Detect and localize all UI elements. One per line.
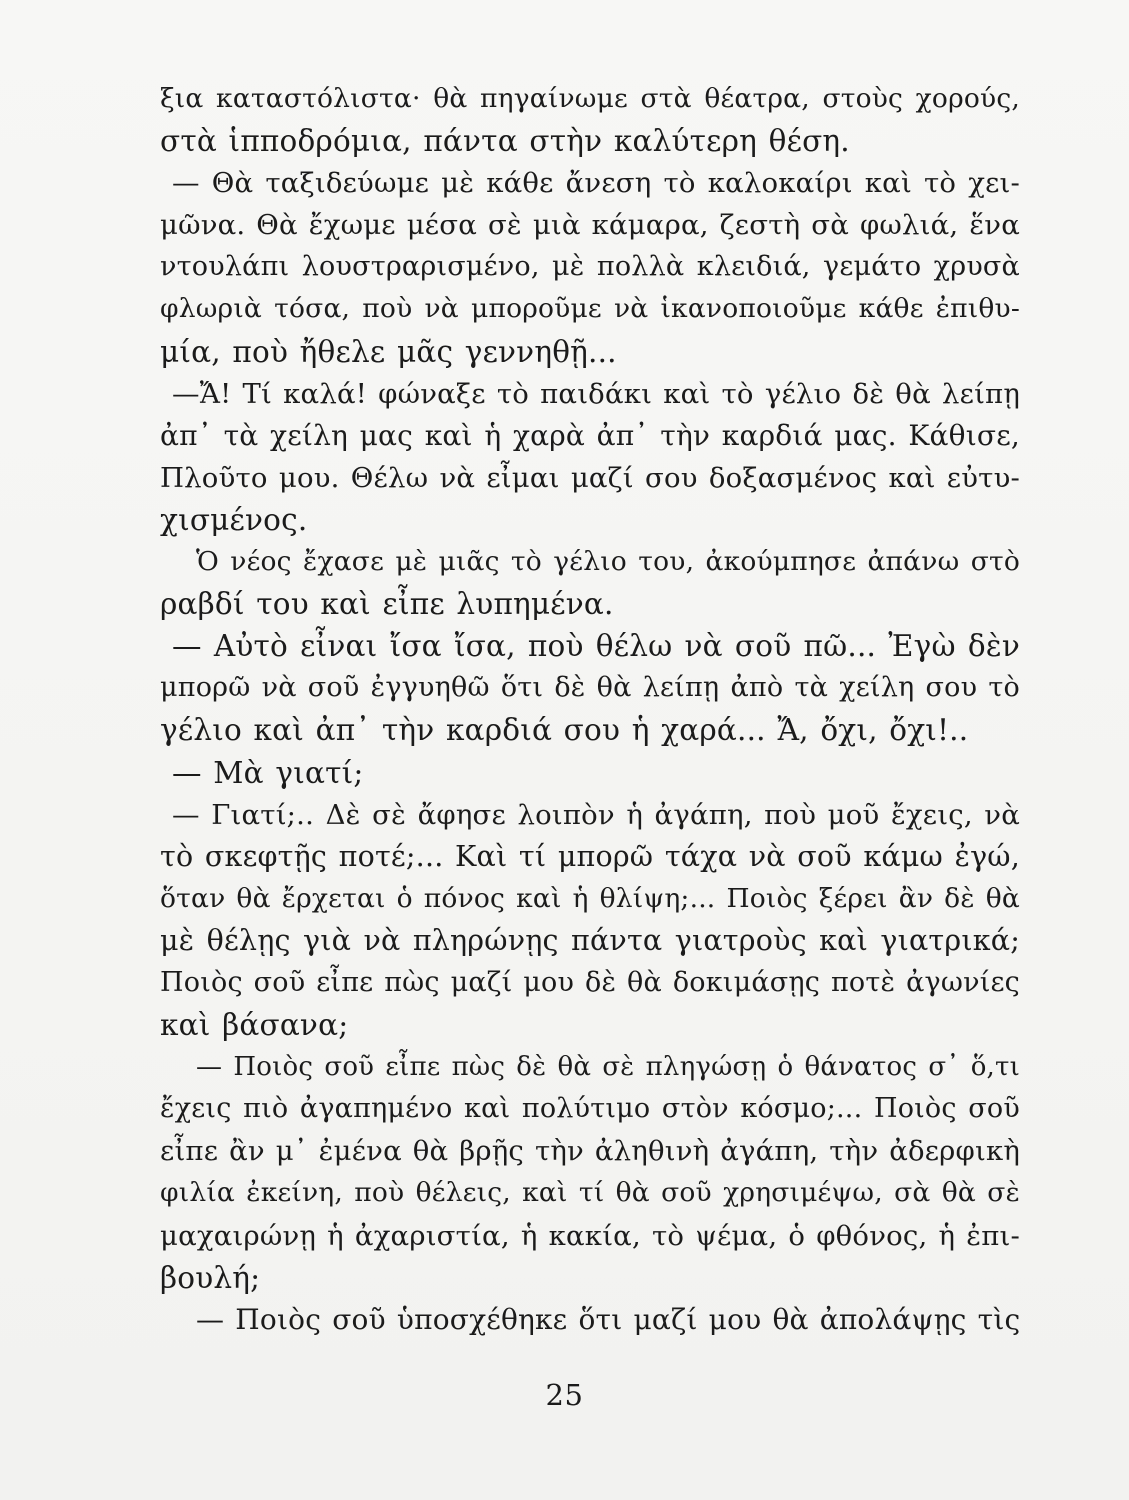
- text-line: Πλοῦτο μου. Θέλω νὰ εἶμαι μαζί σου δοξασμένος καὶ εὐτυ-: [160, 461, 1020, 494]
- text-line: μπορῶ νὰ σοῦ ἐγγυηθῶ ὅτι δὲ θὰ λείπῃ ἀπὸ τὰ χείλη σου τὸ: [160, 672, 1020, 704]
- text-line: φλωριὰ τόσα, ποὺ νὰ μποροῦμε νὰ ἱκανοποιοῦμε κάθε ἐπιθυ-: [160, 293, 1020, 325]
- text-line: τὸ σκεφτῇς ποτέ;... Καὶ τί μπορῶ τάχα νὰ σοῦ κάμω ἐγώ,: [160, 839, 1020, 873]
- text-line: χισμένος.: [160, 502, 308, 537]
- text-line: φιλία ἐκείνη, ποὺ θέλεις, καὶ τί θὰ σοῦ χρησιμέψω, σὰ θὰ σὲ: [160, 1177, 1020, 1209]
- text-line: — Αὐτὸ εἶναι ἴσα ἴσα, ποὺ θέλω νὰ σοῦ πῶ... Ἐγὼ δὲν: [172, 629, 1020, 664]
- text-line: Ὁ νέος ἔχασε μὲ μιᾶς τὸ γέλιο του, ἀκούμπησε ἀπάνω στὸ: [196, 546, 1020, 578]
- text-line: ἔχεις πιὸ ἀγαπημένο καὶ πολύτιμο στὸν κόσμο;... Ποιὸς σοῦ: [160, 1093, 1020, 1125]
- text-line: ραβδί του καὶ εἶπε λυπημένα.: [160, 587, 614, 622]
- text-line: μία, ποὺ ἤθελε μᾶς γεννηθῇ...: [160, 334, 617, 369]
- body-text: [160, 78, 1020, 1341]
- text-line: μαχαιρώνῃ ἡ ἀχαριστία, ἡ κακία, τὸ ψέμα, ὁ φθόνος, ἡ ἐπι-: [160, 1219, 1020, 1252]
- text-line: — Γιατί;.. Δὲ σὲ ἄφησε λοιπὸν ἡ ἀγάπη, ποὺ μοῦ ἔχεις, νὰ: [172, 798, 1020, 831]
- text-line: μὲ θέλῃς γιὰ νὰ πληρώνῃς πάντα γιατροὺς καὶ γιατρικά;: [160, 923, 1020, 957]
- page-number: 25: [545, 1378, 584, 1412]
- text-line: εἶπε ἂν μ᾽ ἐμένα θὰ βρῇς τὴν ἀληθινὴ ἀγάπη, τὴν ἀδερφικὴ: [160, 1135, 1021, 1168]
- text-line: μῶνα. Θὰ ἔχωμε μέσα σὲ μιὰ κάμαρα, ζεστὴ σὰ φωλιά, ἕνα: [160, 209, 1020, 242]
- text-line: ὅταν θὰ ἔρχεται ὁ πόνος καὶ ἡ θλίψη;... Ποιὸς ξέρει ἂν δὲ θὰ: [160, 882, 1020, 914]
- text-line: ἀπ᾽ τὰ χείλη μας καὶ ἡ χαρὰ ἀπ᾽ τὴν καρδιά μας. Κάθισε,: [160, 418, 1020, 452]
- text-line: ντουλάπι λουστραρισμένο, μὲ πολλὰ κλειδιά, γεμάτο χρυσὰ: [160, 251, 1020, 283]
- text-line: — Θὰ ταξιδεύωμε μὲ κάθε ἄνεση τὸ καλοκαίρι καὶ τὸ χει-: [172, 167, 1020, 200]
- text-line: — Ποιὸς σοῦ εἶπε πὼς δὲ θὰ σὲ πληγώσῃ ὁ θάνατος σ᾽ ὅ,τι: [196, 1052, 1020, 1083]
- text-line: γέλιο καὶ ἀπ᾽ τὴν καρδιά σου ἡ χαρά... Ἄ, ὄχι, ὄχι!..: [160, 713, 969, 748]
- text-line: — Ποιὸς σοῦ ὑποσχέθηκε ὅτι μαζί μου θὰ ἀπολάψῃς τὶς: [196, 1302, 1021, 1336]
- text-line: στὰ ἱπποδρόμια, πάντα στὴν καλύτερη θέση.: [160, 124, 850, 159]
- text-line: — Μὰ γιατί;: [172, 755, 364, 790]
- text-line: καὶ βάσανα;: [160, 1008, 349, 1043]
- text-line: βουλή;: [160, 1260, 261, 1295]
- text-line: Ποιὸς σοῦ εἶπε πὼς μαζί μου δὲ θὰ δοκιμάσῃς ποτὲ ἀγωνίες: [160, 966, 1020, 998]
- text-line: ξια καταστόλιστα· θὰ πηγαίνωμε στὰ θέατρα, στοὺς χορούς,: [160, 83, 1020, 114]
- text-line: —Ἄ! Τί καλά! φώναξε τὸ παιδάκι καὶ τὸ γέλιο δὲ θὰ λείπῃ: [172, 377, 1020, 410]
